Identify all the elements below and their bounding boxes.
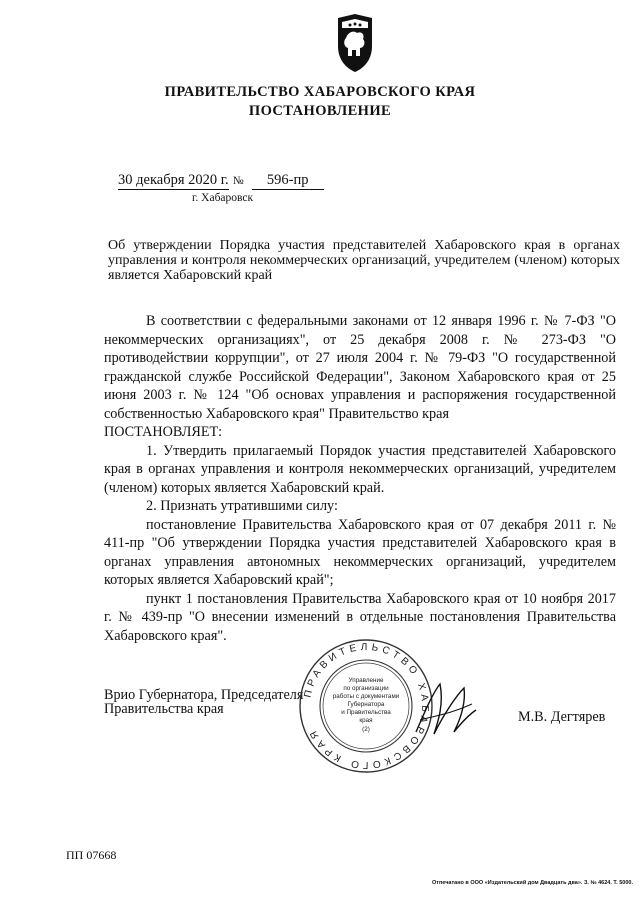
stamp-center-line: края <box>359 717 373 724</box>
stamp-center-line: и Правительства <box>341 709 391 716</box>
city: г. Хабаровск <box>192 192 254 204</box>
item-1-paragraph: 1. Утвердить прилагаемый Порядок участия представителей Хабаровского края в органах управления и контроля некоммерческих организаций, учредителем (членом) которых является Хабаровский край. <box>104 442 616 496</box>
document-date: 30 декабря 2020 г. <box>118 172 229 188</box>
document-type: ПОСТАНОВЛЕНИЕ <box>248 103 392 119</box>
org-name: ПРАВИТЕЛЬСТВО ХАБАРОВСКОГО КРАЯ <box>164 84 476 100</box>
resolves-heading: ПОСТАНОВЛЯЕТ: <box>104 424 223 440</box>
signatory-position <box>104 688 303 716</box>
item-2b-paragraph: пункт 1 постановления Правительства Хабаровского края от 10 ноября 2017 г. № 439-пр "О внесении изменений в отдельные постановления Правительства Хабаровского края". <box>104 590 616 644</box>
handwritten-signature <box>410 674 480 744</box>
item-2-paragraph: 2. Признать утратившими силу: <box>146 498 338 514</box>
stamp-center-line: работы с документами <box>332 693 400 700</box>
document-subject: Об утверждении Порядка участия представителей Хабаровского края в органах управления и контроля некоммерческих организаций, учредителем (членом) которых является Хабаровский край <box>108 238 620 283</box>
position-line-1: Врио Губернатора, Председателя <box>104 687 304 703</box>
stamp-center-line: Управление <box>348 677 384 684</box>
stamp-ring-text: ПРАВИТЕЛЬСТВО ХАБАРОВСКОГО КРАЯ <box>302 641 431 771</box>
date-number-line <box>118 172 324 190</box>
document-body <box>104 312 616 645</box>
signatory-name: М.В. Дегтярев <box>518 709 606 725</box>
stamp-center-line: Губернатора <box>347 701 385 708</box>
document-code: ПП 07668 <box>66 848 117 862</box>
number-sign: № <box>232 175 244 187</box>
item-2a-paragraph: постановление Правительства Хабаровского края от 07 декабря 2011 г. № 411-пр "Об утверждении Порядка участия представителей Хабаровского края в органах управления автономных некоммерческих организаций, учредителем которых является Хабаровский край"; <box>104 516 616 588</box>
coat-of-arms-icon <box>330 12 380 74</box>
document-number: 596-пр <box>252 172 324 190</box>
stamp-center-line: по организации <box>343 685 389 692</box>
preamble-paragraph: В соответствии с федеральными законами от 12 января 1996 г. № 7-ФЗ "О некоммерческих организациях", от 25 декабря 2008 г. № 273-ФЗ "О противодействии коррупции", от 27 июля 2004 г. № 79-ФЗ "О государственной гражданской службе Российской Федерации", Законом Хабаровского края от 25 июня 2003 г. № 124 "Об основах управления и распоряжения государственной собственностью Хабаровского края" Правительство края <box>104 313 616 422</box>
printer-imprint: Отпечатано в ООО «Издательский дом Двадцать два». З. № 4624. Т. 5000. <box>432 880 633 886</box>
stamp-center-line: (2) <box>362 726 370 733</box>
position-line-2: Правительства края <box>104 701 224 717</box>
